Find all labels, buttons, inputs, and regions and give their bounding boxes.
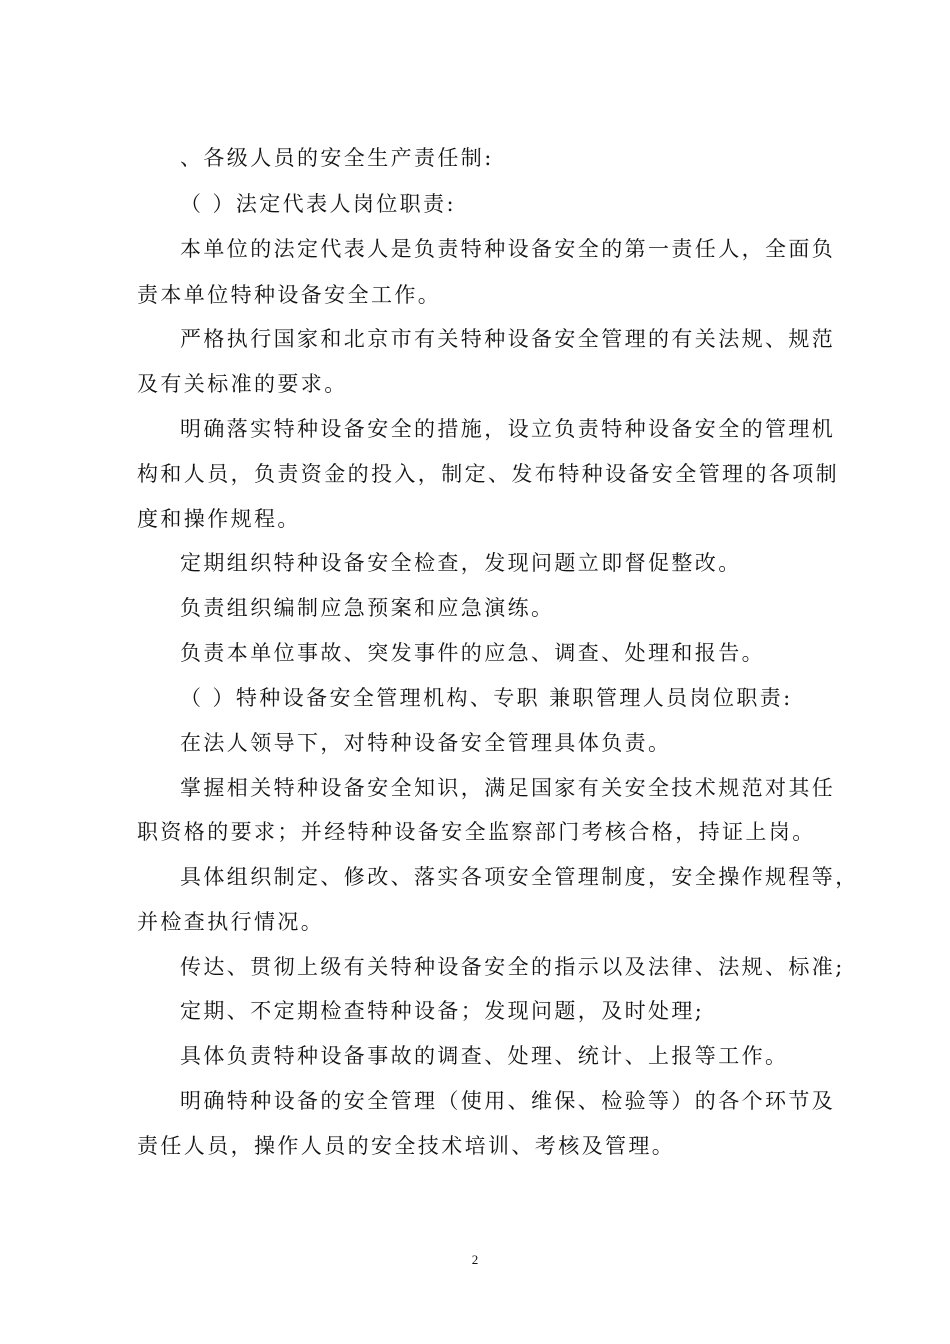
paragraph-line: 本单位的法定代表人是负责特种设备安全的第一责任人，全面负 bbox=[180, 237, 836, 261]
paragraph-line: 责任人员，操作人员的安全技术培训、考核及管理。 bbox=[137, 1134, 676, 1158]
paragraph-line: 职资格的要求；并经特种设备安全监察部门考核合格，持证上岗。 bbox=[137, 820, 816, 844]
paragraph-line: 定期组织特种设备安全检查，发现问题立即督促整改。 bbox=[180, 551, 742, 575]
page-number: 2 bbox=[471, 1252, 479, 1267]
paragraph-line: 在法人领导下，对特种设备安全管理具体负责。 bbox=[180, 731, 672, 755]
paragraph-line: 并检查执行情况。 bbox=[137, 910, 325, 934]
paragraph-line: 度和操作规程。 bbox=[137, 507, 301, 531]
paragraph-line: 定期、不定期检查特种设备；发现问题，及时处理; bbox=[180, 999, 705, 1023]
paragraph-line: 具体组织制定、修改、落实各项安全管理制度，安全操作规程等， bbox=[180, 865, 859, 889]
section-heading: 、各级人员的安全生产责任制: bbox=[180, 146, 494, 170]
paragraph-line: 明确落实特种设备安全的措施，设立负责特种设备安全的管理机 bbox=[180, 417, 836, 441]
subsection-heading-management: （ ）特种设备安全管理机构、专职 兼职管理人员岗位职责: bbox=[180, 686, 793, 710]
paragraph-line: 传达、贯彻上级有关特种设备安全的指示以及法律、法规、标准; bbox=[180, 955, 845, 979]
paragraph-line: 及有关标准的要求。 bbox=[137, 372, 348, 396]
paragraph-line: 具体负责特种设备事故的调查、处理、统计、上报等工作。 bbox=[180, 1044, 789, 1068]
paragraph-line: 构和人员，负责资金的投入，制定、发布特种设备安全管理的各项制 bbox=[137, 462, 839, 486]
subsection-heading-legal-representative: （ ）法定代表人岗位职责: bbox=[180, 192, 456, 216]
paragraph-line: 明确特种设备的安全管理（使用、维保、检验等）的各个环节及 bbox=[180, 1089, 836, 1113]
paragraph-line: 负责本单位事故、突发事件的应急、调查、处理和报告。 bbox=[180, 641, 765, 665]
paragraph-line: 掌握相关特种设备安全知识，满足国家有关安全技术规范对其任 bbox=[180, 776, 836, 800]
paragraph-line: 严格执行国家和北京市有关特种设备安全管理的有关法规、规范 bbox=[180, 327, 836, 351]
paragraph-line: 负责组织编制应急预案和应急演练。 bbox=[180, 596, 555, 620]
paragraph-line: 责本单位特种设备安全工作。 bbox=[137, 283, 442, 307]
